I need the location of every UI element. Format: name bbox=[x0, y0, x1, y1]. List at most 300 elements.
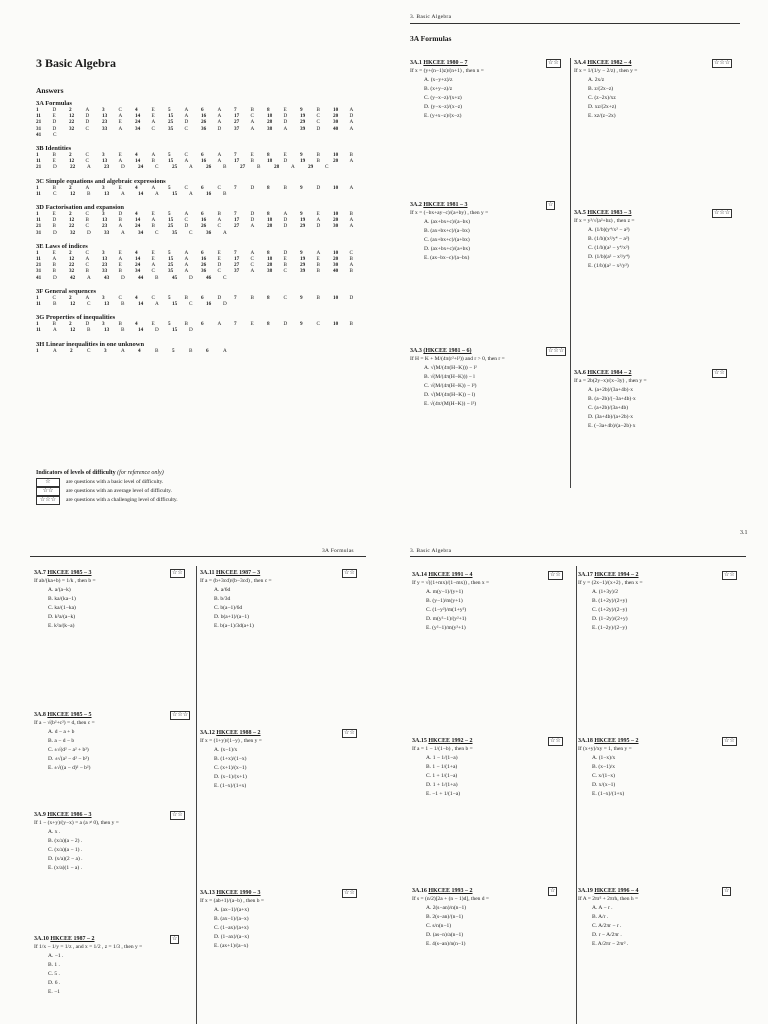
answer-letter: D bbox=[184, 119, 189, 126]
answer-letter: D bbox=[53, 229, 57, 236]
answer-letter: D bbox=[283, 223, 288, 230]
answer-number: 19 bbox=[300, 113, 306, 120]
answer-number: 11 bbox=[36, 256, 41, 263]
answer-letter: D bbox=[85, 113, 90, 120]
answer-number: 40 bbox=[333, 268, 339, 275]
answer-letter: D bbox=[283, 113, 288, 120]
answer-number: 42 bbox=[70, 274, 76, 281]
question-stem: If y = (2x−1)/(x+2) , then x = bbox=[578, 580, 643, 586]
answer-letter: C bbox=[283, 268, 287, 275]
answer-letter: A bbox=[283, 211, 288, 218]
answer-row bbox=[36, 327, 366, 333]
answer-letter: A bbox=[223, 229, 227, 236]
answer-letter: D bbox=[217, 262, 222, 269]
answer-option: C. 5 . bbox=[48, 971, 60, 977]
formulas-page-1 bbox=[384, 0, 768, 540]
difficulty-stars-badge: ☆ bbox=[172, 936, 178, 942]
answer-letter: A bbox=[151, 217, 156, 224]
answer-number: 7 bbox=[234, 211, 237, 218]
answer-letter: B bbox=[87, 190, 91, 197]
answer-number: 33 bbox=[102, 125, 108, 132]
answer-number: 3 bbox=[102, 184, 105, 191]
answer-number: 35 bbox=[168, 268, 174, 275]
answer-number: 21 bbox=[36, 262, 42, 269]
answer-number: 8 bbox=[267, 184, 270, 191]
answer-number: 5 bbox=[168, 211, 171, 218]
answer-row bbox=[36, 191, 366, 197]
answer-letter: B bbox=[283, 262, 287, 269]
question-stem: If 1/x − 1/y = 1/z , and x = 1/2 , z = 1/3 , then y = bbox=[34, 944, 143, 950]
answer-number: 33 bbox=[104, 229, 110, 236]
answer-letter: D bbox=[85, 321, 90, 328]
question-source: HKCEE 1983 – 3 bbox=[587, 210, 632, 216]
question-source: HKCEE 1986 – 3 bbox=[47, 812, 92, 818]
question-block bbox=[574, 60, 744, 119]
difficulty-stars-badge: ☆☆ bbox=[550, 572, 561, 578]
header-rule bbox=[410, 23, 740, 24]
answer-letter: C bbox=[118, 107, 122, 113]
answer-option: E. −1 + 1/(1−a) bbox=[426, 791, 461, 797]
answer-number: 28 bbox=[267, 223, 273, 230]
difficulty-stars-badge: ☆☆☆ bbox=[36, 496, 60, 505]
answer-letter: A bbox=[52, 256, 57, 263]
answer-letter: E bbox=[118, 184, 122, 191]
answer-letter: A bbox=[250, 223, 255, 230]
answer-letter: B bbox=[53, 301, 57, 308]
answer-letter: C bbox=[85, 211, 89, 218]
answer-section-title: 3B Identities bbox=[36, 145, 72, 153]
answer-option: E. b(a−1)/3d(a+1) bbox=[214, 623, 254, 629]
answer-letter: B bbox=[52, 262, 56, 269]
answer-option: B. (y−1)/m(y+1) bbox=[426, 598, 463, 604]
answer-option: C. (z−2x)/xz bbox=[588, 95, 616, 101]
answer-letter: B bbox=[349, 256, 353, 263]
answer-number: 14 bbox=[138, 190, 144, 197]
question-stem: If x = (−bx+ay−c)/(a+by) , then y = bbox=[410, 210, 489, 216]
column-divider bbox=[570, 58, 571, 488]
question-number: 3A.3 bbox=[410, 348, 422, 354]
answer-letter: E bbox=[151, 107, 155, 113]
answer-number: 15 bbox=[172, 301, 178, 308]
difficulty-stars-badge: ☆☆ bbox=[550, 738, 561, 744]
question-block bbox=[34, 712, 204, 771]
answer-option: D. (x/a)(2 − a) . bbox=[48, 856, 83, 862]
answer-letter: C bbox=[217, 223, 221, 230]
answer-number: 27 bbox=[234, 262, 240, 269]
answer-letter: B bbox=[316, 262, 320, 269]
answer-letter: C bbox=[53, 190, 57, 197]
answer-letter: D bbox=[87, 229, 91, 236]
difficulty-stars-badge: ☆☆ bbox=[344, 570, 355, 576]
answer-number: 25 bbox=[168, 119, 174, 126]
question-stem: If H = K + M/(4π(r²+l²)) and r > 0, then r = bbox=[410, 356, 505, 362]
question-block bbox=[410, 202, 580, 261]
answer-number: 1 bbox=[36, 152, 39, 159]
answer-option: C. 1 + 1/(1−a) bbox=[426, 773, 458, 779]
question-block bbox=[410, 60, 580, 119]
section-title: 3A Formulas bbox=[410, 34, 452, 43]
answer-number: 26 bbox=[201, 223, 207, 230]
answer-number: 21 bbox=[36, 119, 42, 126]
difficulty-item bbox=[36, 496, 366, 505]
answer-number: 26 bbox=[201, 262, 207, 269]
question-stem: If A = 2πr² + 2πrh, then h = bbox=[578, 896, 639, 902]
question-block bbox=[34, 812, 204, 871]
question-number: 3A.6 bbox=[574, 370, 586, 376]
answer-letter: A bbox=[87, 274, 91, 281]
difficulty-description: are questions with an average level of difficulty. bbox=[66, 488, 172, 494]
answer-number: 45 bbox=[172, 274, 178, 281]
answer-number: 18 bbox=[267, 217, 273, 224]
answer-letter: B bbox=[250, 107, 254, 113]
answer-letter: C bbox=[184, 152, 188, 159]
answer-number: 8 bbox=[267, 294, 270, 301]
answer-number: 31 bbox=[36, 268, 42, 275]
answer-number: 8 bbox=[267, 249, 270, 256]
answer-section bbox=[36, 178, 366, 197]
question-number: 3A.14 bbox=[412, 572, 427, 578]
answer-number: 25 bbox=[168, 262, 174, 269]
answer-letter: E bbox=[151, 256, 155, 263]
answer-letter: C bbox=[151, 268, 155, 275]
answer-option: B. (1/b)(x²/y⁴ − a²) bbox=[588, 236, 630, 242]
answer-letter: A bbox=[217, 113, 222, 120]
answer-option: C. (1+2y)/(2−y) bbox=[592, 607, 628, 613]
answer-number: 1 bbox=[36, 294, 39, 301]
answer-letter: C bbox=[184, 184, 188, 191]
answer-option: D. 6 . bbox=[48, 980, 61, 986]
answer-letter: C bbox=[316, 321, 320, 328]
answer-option: C. (a+2b)/(3a+4b) bbox=[588, 405, 629, 411]
answer-section-title: 3D Factorisation and expansion bbox=[36, 204, 124, 212]
answer-letter: A bbox=[189, 164, 193, 171]
answer-letter: A bbox=[217, 152, 222, 159]
answer-letter: A bbox=[349, 217, 354, 224]
answer-number: 34 bbox=[138, 229, 144, 236]
answer-option: D. ±√(a² − d² − b²) bbox=[48, 756, 90, 762]
answer-number: 10 bbox=[333, 321, 339, 328]
answer-number: 11 bbox=[36, 217, 41, 224]
answer-number: 12 bbox=[70, 327, 76, 334]
answer-letter: B bbox=[184, 294, 188, 301]
answer-letter: C bbox=[325, 164, 329, 171]
answer-letter: D bbox=[283, 119, 288, 126]
question-number: 3A.7 bbox=[34, 570, 46, 576]
answer-option: C. (x/a)(a − 1) . bbox=[48, 847, 83, 853]
answer-number: 9 bbox=[300, 211, 303, 218]
answer-section bbox=[36, 204, 366, 236]
answer-number: 31 bbox=[36, 229, 42, 236]
answer-letter: C bbox=[85, 152, 89, 159]
answer-option: C. √(M/(4π(H−K)) − l²) bbox=[424, 383, 477, 389]
answer-number: 10 bbox=[333, 211, 339, 218]
answer-letter: B bbox=[52, 268, 56, 275]
answer-letter: B bbox=[52, 223, 56, 230]
answer-option: B. z/(2x−z) bbox=[588, 86, 614, 92]
answer-number: 29 bbox=[300, 119, 306, 126]
answer-letter: D bbox=[52, 125, 57, 132]
answer-letter: A bbox=[118, 256, 123, 263]
question-stem: If a = 2b(2y−x)/(x−3y) , then y = bbox=[574, 378, 647, 384]
answer-option: C. ±√(d² − a² + b²) bbox=[48, 747, 89, 753]
answer-option: E. (−3a+4b)/(a−2b)·x bbox=[588, 423, 636, 429]
answer-number: 35 bbox=[172, 229, 178, 236]
answer-letter: A bbox=[53, 327, 57, 334]
answer-number: 15 bbox=[168, 217, 174, 224]
question-source: HKCEE 1990 – 3 bbox=[216, 890, 261, 896]
answer-letter: A bbox=[184, 211, 189, 218]
answer-letter: B bbox=[283, 184, 287, 191]
answer-number: 3 bbox=[102, 321, 105, 328]
answer-option: C. (1−y²)/m(1+y²) bbox=[426, 607, 467, 613]
answer-letter: C bbox=[189, 301, 193, 308]
answer-option: C. (y−x−z)/(x+z) bbox=[424, 95, 462, 101]
answer-option: B. ka/(ka−1) bbox=[48, 596, 76, 602]
answer-letter: C bbox=[85, 125, 89, 132]
answer-letter: A bbox=[349, 119, 354, 126]
answer-letter: A bbox=[118, 223, 123, 230]
question-number: 3A.5 bbox=[574, 210, 586, 216]
question-stem: If y = √((1+mx)/(1−mx)) , then x = bbox=[412, 580, 490, 586]
answer-letter: C bbox=[283, 294, 287, 301]
question-block bbox=[200, 570, 370, 629]
answer-number: 38 bbox=[267, 268, 273, 275]
answer-option: A. (ax−1)/(a+x) bbox=[214, 907, 249, 913]
question-stem: If a = (b+3cd)/(b−3cd) , then c = bbox=[200, 578, 272, 584]
answer-number: 16 bbox=[201, 256, 207, 263]
difficulty-stars-badge: ☆☆ bbox=[714, 370, 725, 376]
header-rule bbox=[410, 556, 746, 557]
answer-number: 5 bbox=[168, 184, 171, 191]
answer-letter: A bbox=[250, 125, 255, 132]
question-stem: If (x+y)/xy = 1, then y = bbox=[578, 746, 632, 752]
answer-letter: A bbox=[151, 152, 156, 159]
answer-number: 4 bbox=[135, 184, 138, 191]
answer-letter: C bbox=[155, 164, 159, 171]
answer-number: 1 bbox=[36, 347, 39, 354]
answer-number: 23 bbox=[102, 119, 108, 126]
answer-number: 5 bbox=[168, 249, 171, 256]
answer-letter: A bbox=[184, 113, 189, 120]
answer-letter: D bbox=[52, 119, 57, 126]
answer-option: B. (ax+bx+c)/(a−bx) bbox=[424, 228, 470, 234]
answer-number: 30 bbox=[333, 223, 339, 230]
answer-letter: E bbox=[217, 256, 221, 263]
running-head: 3. Basic Algebra bbox=[410, 548, 452, 554]
question-source: HKCEE 1988 – 2 bbox=[216, 730, 261, 736]
answer-number: 4 bbox=[138, 347, 141, 354]
answer-number: 11 bbox=[36, 327, 41, 334]
answer-number: 5 bbox=[168, 152, 171, 159]
answer-number: 1 bbox=[36, 249, 39, 256]
answer-letter: C bbox=[85, 158, 89, 165]
answer-number: 1 bbox=[36, 184, 39, 191]
answer-number: 3 bbox=[102, 152, 105, 159]
answer-option: D. x/(x−1) bbox=[592, 782, 616, 788]
question-stem: If 1 − (x+y)/(y−x) = a (a ≠ 0), then y = bbox=[34, 820, 119, 826]
question-stem: If x = (y+(n−1)z)/(n+1) , then n = bbox=[410, 68, 484, 74]
running-head: 3A Formulas bbox=[322, 548, 354, 554]
answer-number: 23 bbox=[102, 262, 108, 269]
answer-letter: A bbox=[87, 164, 91, 171]
answer-letter: D bbox=[283, 249, 288, 256]
question-source: HKCEE 1985 – 3 bbox=[47, 570, 92, 576]
answer-letter: A bbox=[316, 249, 321, 256]
answer-letter: D bbox=[250, 184, 255, 191]
answer-number: 9 bbox=[300, 152, 303, 159]
question-source: HKCEE 1980 – 7 bbox=[423, 60, 468, 66]
question-stem: If x = (1+y)/(1−y) , then y = bbox=[200, 738, 262, 744]
answer-letter: B bbox=[257, 164, 261, 171]
answer-option: D. 1 + 1/(1+a) bbox=[426, 782, 458, 788]
answer-number: 29 bbox=[300, 223, 306, 230]
answer-number: 4 bbox=[135, 152, 138, 159]
answer-section bbox=[36, 100, 366, 138]
question-number: 3A.13 bbox=[200, 890, 215, 896]
answer-letter: B bbox=[85, 268, 89, 275]
answer-option: B. 1 − 1/(1+a) bbox=[426, 764, 458, 770]
question-number: 3A.11 bbox=[200, 570, 215, 576]
answer-letter: B bbox=[87, 327, 91, 334]
answer-letter: A bbox=[53, 347, 57, 354]
formulas-page-2 bbox=[0, 540, 384, 1024]
question-number: 3A.2 bbox=[410, 202, 422, 208]
answer-number: 25 bbox=[172, 164, 178, 171]
answer-number: 6 bbox=[201, 294, 204, 301]
answer-letter: A bbox=[85, 256, 90, 263]
answer-letter: C bbox=[85, 262, 89, 269]
answer-number: 13 bbox=[102, 113, 108, 120]
question-source: HKCEE 1984 – 2 bbox=[587, 370, 632, 376]
answer-row bbox=[36, 132, 366, 138]
answer-number: 39 bbox=[300, 125, 306, 132]
answer-option: D. (3a+4b)/(a+2b)·x bbox=[588, 414, 633, 420]
answer-letter: A bbox=[118, 113, 123, 120]
answer-letter: A bbox=[121, 229, 125, 236]
difficulty-description: are questions with a basic level of difficulty. bbox=[66, 479, 164, 485]
answer-letter: D bbox=[283, 217, 288, 224]
answer-row bbox=[36, 301, 366, 307]
answer-number: 19 bbox=[300, 256, 306, 263]
answer-number: 2 bbox=[69, 211, 72, 218]
answer-number: 12 bbox=[69, 158, 75, 165]
answer-number: 9 bbox=[300, 321, 303, 328]
answer-number: 6 bbox=[201, 249, 204, 256]
answer-number: 23 bbox=[102, 223, 108, 230]
question-source: HKCEE 1987 – 3 bbox=[216, 570, 261, 576]
answer-number: 44 bbox=[138, 274, 144, 281]
answer-letter: C bbox=[87, 301, 91, 308]
answer-option: E. (1−x)/(1+x) bbox=[592, 791, 625, 797]
answer-option: B. (1+2y)/(2+y) bbox=[592, 598, 628, 604]
answer-letter: C bbox=[85, 249, 89, 256]
answer-section bbox=[36, 341, 366, 354]
answer-number: 3 bbox=[102, 107, 105, 113]
answer-letter: A bbox=[118, 158, 123, 165]
answer-letter: B bbox=[52, 321, 56, 328]
answer-number: 21 bbox=[36, 164, 42, 171]
answer-option: C. x/(1−x) bbox=[592, 773, 615, 779]
answer-letter: E bbox=[316, 211, 320, 218]
answer-letter: A bbox=[184, 107, 189, 113]
difficulty-stars-badge: ☆ bbox=[550, 888, 556, 894]
answer-letter: E bbox=[151, 321, 155, 328]
answer-option: A. (1/b)(y⁴/x² − a²) bbox=[588, 227, 630, 233]
answer-letter: D bbox=[53, 164, 57, 171]
answer-number: 14 bbox=[135, 217, 141, 224]
answer-number: 40 bbox=[333, 125, 339, 132]
answer-number: 2 bbox=[69, 152, 72, 159]
answer-number: 15 bbox=[168, 158, 174, 165]
answer-number: 22 bbox=[69, 262, 75, 269]
answer-option: A. 1 − 1/(1−a) bbox=[426, 755, 458, 761]
answer-number: 2 bbox=[69, 184, 72, 191]
answer-option: D. xz/(2x+z) bbox=[588, 104, 617, 110]
answer-letter: D bbox=[184, 223, 189, 230]
answer-number: 34 bbox=[135, 268, 141, 275]
answer-letter: A bbox=[85, 184, 90, 191]
answer-number: 18 bbox=[267, 158, 273, 165]
answer-number: 4 bbox=[135, 107, 138, 113]
answer-option: E. xz/(z−2x) bbox=[588, 113, 616, 119]
answer-letter: E bbox=[250, 321, 254, 328]
answer-option: D. r − A/2πr . bbox=[592, 932, 622, 938]
answer-number: 9 bbox=[300, 294, 303, 301]
answer-number: 17 bbox=[234, 158, 240, 165]
answer-letter: A bbox=[184, 158, 189, 165]
answer-number: 16 bbox=[206, 301, 212, 308]
answer-letter: D bbox=[349, 113, 354, 120]
answer-number: 8 bbox=[267, 152, 270, 159]
question-block bbox=[578, 888, 748, 947]
answers-page bbox=[0, 0, 384, 540]
answers-heading: Answers bbox=[36, 86, 64, 95]
answer-number: 26 bbox=[201, 119, 207, 126]
answers-table bbox=[36, 100, 366, 361]
answer-row bbox=[36, 348, 366, 354]
answer-letter: B bbox=[118, 268, 122, 275]
answer-letter: B bbox=[316, 158, 320, 165]
answer-section-title: 3E Laws of indices bbox=[36, 242, 88, 250]
answer-option: B. 1 . bbox=[48, 962, 60, 968]
answer-number: 16 bbox=[201, 217, 207, 224]
answer-option: D. √(M/(4π(H−K)) − l) bbox=[424, 392, 476, 398]
difficulty-stars-badge: ☆☆☆ bbox=[548, 348, 565, 354]
answer-number: 27 bbox=[234, 119, 240, 126]
answer-number: 25 bbox=[168, 223, 174, 230]
answer-number: 5 bbox=[172, 347, 175, 354]
answer-number: 14 bbox=[138, 327, 144, 334]
answer-number: 10 bbox=[333, 184, 339, 191]
answer-letter: D bbox=[155, 327, 159, 334]
answer-option: B. (x/a)(a − 2) . bbox=[48, 838, 83, 844]
answer-number: 1 bbox=[36, 211, 39, 218]
question-number: 3A.17 bbox=[578, 572, 593, 578]
answer-number: 24 bbox=[135, 223, 141, 230]
answer-option: A. m(y−1)/(y+1) bbox=[426, 589, 464, 595]
answer-number: 24 bbox=[135, 262, 141, 269]
answer-letter: A bbox=[184, 262, 189, 269]
answer-number: 3 bbox=[102, 249, 105, 256]
answer-option: B. a − d − b bbox=[48, 738, 75, 744]
answer-number: 3 bbox=[102, 211, 105, 218]
answer-number: 19 bbox=[300, 217, 306, 224]
answer-number: 37 bbox=[234, 268, 240, 275]
answer-letter: A bbox=[250, 249, 255, 256]
answer-option: E. (1/b)(a² − x²/y²) bbox=[588, 263, 629, 269]
question-number: 3A.4 bbox=[574, 60, 586, 66]
answer-letter: A bbox=[217, 217, 222, 224]
